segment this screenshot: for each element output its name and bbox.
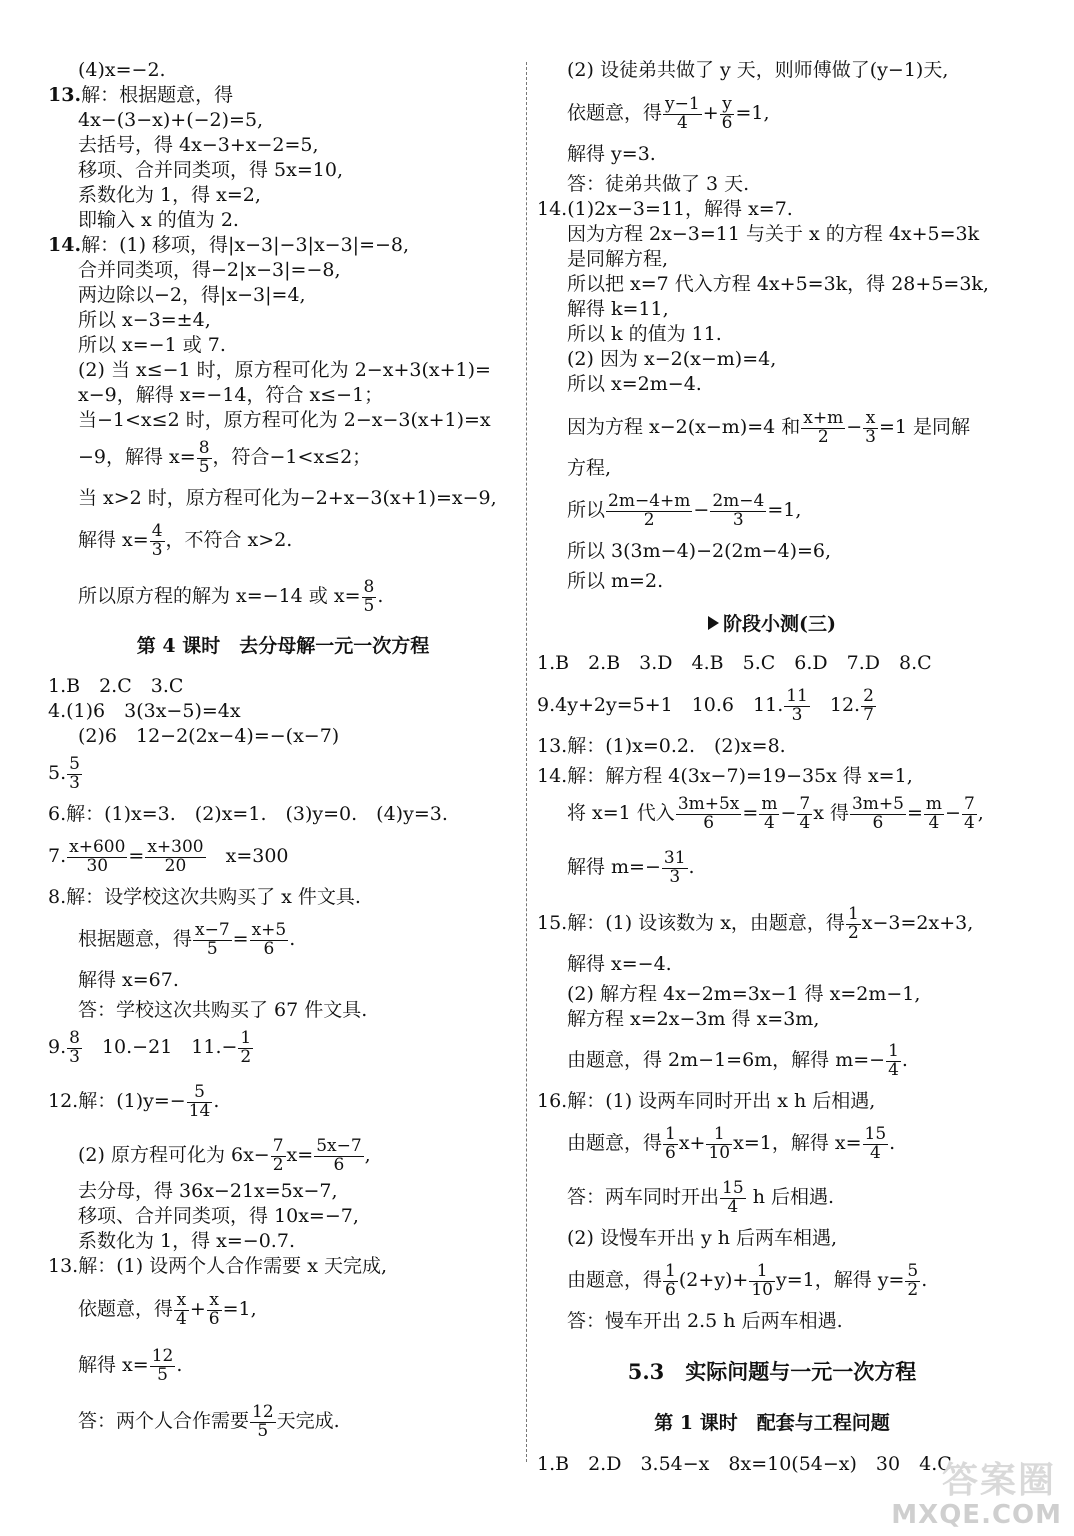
fraction: $\frac{7}{4}$ (799, 793, 811, 833)
fraction: $\frac{8}{3}$ (69, 1027, 80, 1067)
fraction: $\frac{8}{5}$ (198, 437, 210, 477)
answer-line: 8.解：设学校这次共购买了 x 件文具. (48, 886, 361, 908)
lesson-heading: 第 1 课时 配套与工程问题 (654, 1412, 890, 1434)
fraction: $\frac{y-1}{4}$ (665, 93, 700, 133)
answer-line: 去分母，得 36x−21x=5x−7, (78, 1180, 338, 1202)
fraction: $\frac{x}{4}$ (176, 1289, 187, 1329)
fraction: $\frac{5}{14}$ (188, 1081, 211, 1121)
text-line: 因为方程 x−2(x−m)=4 和 $\frac{x+m}{2}$ − $\frac{x}{3}$ =1 是同解 (567, 407, 971, 447)
text-line: 是同解方程, (567, 248, 669, 270)
fraction: $\frac{8}{5}$ (363, 576, 375, 616)
answer-line: 4.(1)6 3(3x−5)=4x (48, 700, 241, 722)
text-line: 系数化为 1，得 x=2, (78, 184, 261, 206)
text-line: x−9，解得 x=−14，符合 x≤−1； (78, 384, 384, 406)
answer-line: 13.解：(1)x=0.2. (2)x=8. (537, 735, 786, 757)
answer-line: 将 x=1 代入 $\frac{3m+5x}{6}$ = $\frac{m}{4}$ − $\frac{7}{4}$ x 得 $\frac{3m+5}{6}$ = $\frac{m}{4}$ − $\frac{7}{4}$ , (567, 793, 984, 833)
answer-line: 13.解：(1) 设两个人合作需要 x 天完成, (48, 1255, 388, 1277)
triangle-icon (708, 616, 719, 630)
text-line: 所以 $\frac{2m-4+m}{2}$ − $\frac{2m-4}{3}$ =1, (567, 490, 802, 530)
text-line: 所以 m=2. (567, 570, 664, 592)
text-line: (2) 因为 x−2(x−m)=4, (567, 348, 777, 370)
fraction: $\frac{3m+5}{6}$ (851, 793, 904, 833)
answer-line: 系数化为 1，得 x=−0.7. (78, 1230, 295, 1252)
fraction: $\frac{7}{2}$ (272, 1135, 284, 1175)
text-line: 移项、合并同类项，得 5x=10, (78, 159, 343, 181)
answer-line: 解得 x=−4. (567, 953, 672, 975)
fraction: $\frac{11}{3}$ (786, 685, 808, 725)
text-line: 所以原方程的解为 x=−14 或 x= $\frac{8}{5}$ . (78, 576, 384, 616)
fraction: $\frac{1}{6}$ (665, 1260, 676, 1300)
fraction: $\frac{12}{5}$ (252, 1401, 274, 1441)
text-line: 答：徒弟共做了 3 天. (567, 173, 750, 195)
fraction: $\frac{15}{4}$ (864, 1123, 887, 1163)
watermark-logo (891, 1452, 1066, 1530)
answer-line: 15.解：(1) 设该数为 x，由题意，得 $\frac{1}{2}$ x−3=2x+3, (537, 903, 974, 943)
text-line: 因为方程 2x−3=11 与关于 x 的方程 4x+5=3k (567, 223, 980, 245)
text-line: 14.(1)2x−3=11，解得 x=7. (537, 198, 793, 220)
answer-line: 依题意，得 $\frac{x}{4}$ + $\frac{x}{6}$ =1, (78, 1289, 257, 1329)
text-line: 解得 x= $\frac{4}{3}$ ，不符合 x>2. (78, 520, 293, 560)
answer-line: 解得 m=− $\frac{31}{3}$ . (567, 847, 695, 887)
answer-line: (2) 解方程 4x−2m=3x−1 得 x=2m−1, (567, 983, 921, 1005)
text-line: 13.解：根据题意，得 (48, 84, 234, 106)
text-line: 合并同类项，得−2|x−3|=−8, (78, 259, 341, 281)
text-line: −9，解得 x= $\frac{8}{5}$ ，符合−1<x≤2； (78, 437, 372, 477)
fraction: $\frac{x+m}{2}$ (803, 407, 844, 447)
text-line: 所以 k 的值为 11. (567, 323, 722, 345)
fraction: $\frac{2}{7}$ (863, 685, 874, 725)
fraction: $\frac{7}{4}$ (963, 793, 975, 833)
answer-line: 12.解：(1)y=− $\frac{5}{14}$ . (48, 1081, 220, 1121)
answer-line: 答：慢车开出 2.5 h 后两车相遇. (567, 1310, 843, 1332)
answer-line: 由题意，得 2m−1=6m，解得 m=− $\frac{1}{4}$ . (567, 1040, 908, 1080)
text-line: 去括号，得 4x−3+x−2=5, (78, 134, 319, 156)
fraction: $\frac{3m+5x}{6}$ (677, 793, 740, 833)
answer-line: 答：两车同时开出 $\frac{15}{4}$ h 后相遇. (567, 1177, 835, 1217)
text-line: 所以 x=2m−4. (567, 373, 702, 395)
answer-line: 7. $\frac{x+600}{30}$ = $\frac{x+300}{20}$ x=300 (48, 836, 289, 876)
answer-line: 由题意，得 $\frac{1}{6}$ (2+y)+ $\frac{1}{10}$ y=1，解得 y= $\frac{5}{2}$ . (567, 1260, 928, 1300)
fraction: $\frac{m}{4}$ (925, 793, 943, 833)
answer-line: 16.解：(1) 设两车同时开出 x h 后相遇, (537, 1090, 876, 1112)
fraction: $\frac{1}{6}$ (665, 1123, 676, 1163)
text-line: 所以 x−3=±4, (78, 309, 211, 331)
text-line: (4)x=−2. (78, 59, 166, 81)
answer-line: 9.4y+2y=5+1 10.6 11. $\frac{11}{3}$ 12. $\frac{2}{7}$ (537, 685, 874, 725)
answer-line: (2) 设慢车开出 y h 后两车相遇, (567, 1227, 838, 1249)
fraction: $\frac{5x-7}{6}$ (316, 1135, 362, 1175)
answer-line: 移项、合并同类项，得 10x=−7, (78, 1205, 359, 1227)
fraction: $\frac{1}{2}$ (240, 1027, 252, 1067)
text-line: 所以把 x=7 代入方程 4x+5=3k，得 28+5=3k, (567, 273, 989, 295)
text-line: 两边除以−2，得|x−3|=4, (78, 284, 306, 306)
fraction: $\frac{15}{4}$ (722, 1177, 744, 1217)
text-line: 解得 k=11, (567, 298, 669, 320)
column-divider (526, 62, 527, 1462)
answer-line: 1.B 2.B 3.D 4.B 5.C 6.D 7.D 8.C (537, 652, 932, 674)
fraction: $\frac{4}{3}$ (151, 520, 163, 560)
fraction: $\frac{x+300}{20}$ (147, 836, 204, 876)
text-line: 14.解：(1) 移项，得|x−3|−3|x−3|=−8, (48, 234, 410, 256)
text-line: 即输入 x 的值为 2. (78, 209, 239, 231)
fraction: $\frac{x+600}{30}$ (69, 836, 126, 876)
fraction: $\frac{1}{10}$ (751, 1260, 773, 1300)
text-line: 所以 3(3m−4)−2(2m−4)=6, (567, 540, 832, 562)
fraction: $\frac{5}{2}$ (907, 1260, 919, 1300)
fraction: $\frac{12}{5}$ (151, 1345, 174, 1385)
text-line: 所以 x=−1 或 7. (78, 334, 226, 356)
answer-line: 解得 x= $\frac{12}{5}$ . (78, 1345, 183, 1385)
text-line: 方程, (567, 457, 612, 479)
answer-line: 答：学校这次共购买了 67 件文具. (78, 999, 368, 1021)
answer-line: 6.解：(1)x=3. (2)x=1. (3)y=0. (4)y=3. (48, 803, 448, 825)
right-column (537, 58, 1007, 1482)
answer-line: 1.B 2.C 3.C (48, 675, 184, 697)
text-line: 依题意，得 $\frac{y-1}{4}$ + $\frac{y}{6}$ =1, (567, 93, 770, 133)
fraction: $\frac{x}{3}$ (865, 407, 876, 447)
answer-line: (2) 原方程可化为 6x− $\frac{7}{2}$ x= $\frac{5x-7}{6}$ , (78, 1135, 371, 1175)
answer-line: 根据题意，得 $\frac{x-7}{5}$ = $\frac{x+5}{6}$ . (78, 919, 296, 959)
text-line: 当−1<x≤2 时，原方程可化为 2−x−3(x+1)=x (78, 409, 491, 431)
section-heading: 5.3 实际问题与一元一次方程 (627, 1359, 917, 1384)
answer-line: 1.B 2.D 3.54−x 8x=10(54−x) 30 4.C (537, 1453, 952, 1475)
watermark-text: 答案圈 (941, 1460, 1056, 1501)
answer-line: 14.解：解方程 4(3x−7)=19−35x 得 x=1, (537, 765, 913, 787)
fraction: $\frac{31}{3}$ (663, 847, 686, 887)
answer-line: 5. $\frac{5}{3}$ (48, 753, 80, 793)
answer-line: 由题意，得 $\frac{1}{6}$ x+ $\frac{1}{10}$ x=1，解得 x= $\frac{15}{4}$ . (567, 1123, 896, 1163)
fraction: $\frac{2m-4+m}{2}$ (608, 490, 691, 530)
fraction: $\frac{2m-4}{3}$ (712, 490, 765, 530)
fraction: $\frac{1}{10}$ (708, 1123, 731, 1163)
text-line: 解得 y=3. (567, 143, 656, 165)
fraction: $\frac{x+5}{6}$ (251, 919, 287, 959)
fraction: $\frac{x-7}{5}$ (195, 919, 230, 959)
text-line: 当 x>2 时，原方程可化为−2+x−3(x+1)=x−9, (78, 487, 497, 509)
answer-line: 9. $\frac{8}{3}$ 10.−21 11.− $\frac{1}{2}$ (48, 1027, 252, 1067)
answer-line: 答：两个人合作需要 $\frac{12}{5}$ 天完成. (78, 1401, 340, 1441)
fraction: $\frac{x}{6}$ (208, 1289, 220, 1329)
stage-heading: 阶段小测(三) (537, 602, 1007, 646)
left-column (48, 58, 518, 1445)
fraction: $\frac{1}{4}$ (888, 1040, 899, 1080)
fraction: $\frac{5}{3}$ (69, 753, 80, 793)
fraction: $\frac{m}{4}$ (761, 793, 778, 833)
text-line: 4x−(3−x)+(−2)=5, (78, 109, 264, 131)
text-line: (2) 当 x≤−1 时，原方程可化为 2−x+3(x+1)= (78, 359, 491, 381)
text-line: (2) 设徒弟共做了 y 天，则师傅做了(y−1)天, (567, 59, 949, 81)
answer-line: 解得 x=67. (78, 969, 179, 991)
answer-line: (2)6 12−2(2x−4)=−(x−7) (78, 725, 340, 747)
watermark-url: MXQE.COM (891, 1500, 1062, 1530)
lesson-heading: 第 4 课时 去分母解一元一次方程 (136, 635, 430, 657)
fraction: $\frac{1}{2}$ (847, 903, 859, 943)
answer-line: 解方程 x=2x−3m 得 x=3m, (567, 1008, 820, 1030)
fraction: $\frac{y}{6}$ (721, 93, 733, 133)
